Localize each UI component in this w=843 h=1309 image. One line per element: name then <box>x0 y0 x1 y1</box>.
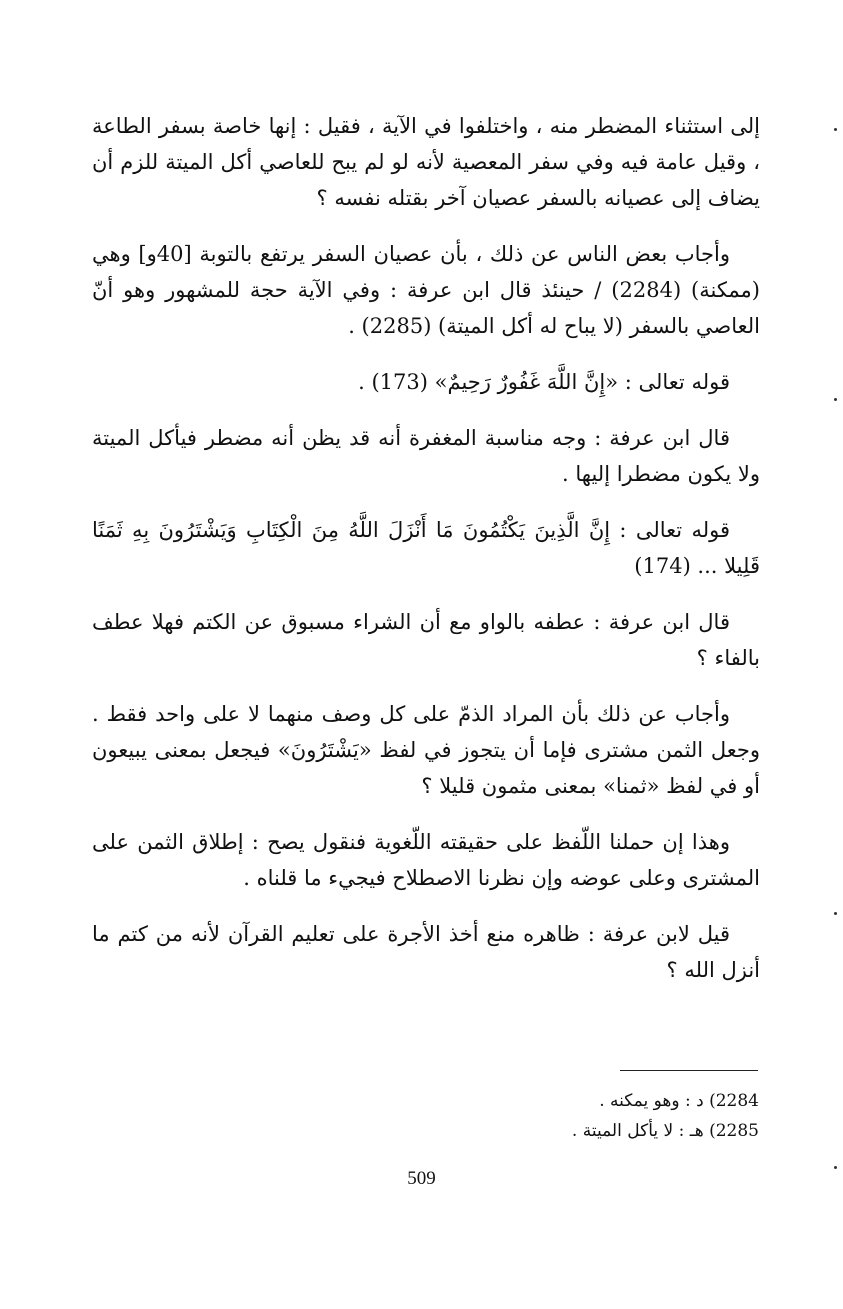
paragraph-6: قال ابن عرفة : عطفه بالواو مع أن الشراء مسبوق عن الكتم فهلا عطف بالفاء ؟ <box>92 610 760 670</box>
footnote-divider <box>620 1070 758 1071</box>
main-text <box>92 108 760 1008</box>
page-number: 509 <box>407 1168 436 1189</box>
footnote-2284: 2284) د : وهو يمكنه . <box>599 1091 759 1111</box>
verse-173: قوله تعالى : «إِنَّ اللَّهَ غَفُورٌ رَحِيمٌ» (173) . <box>358 370 730 394</box>
paragraph-9: قيل لابن عرفة : ظاهره منع أخذ الأجرة على تعليم القرآن لأنه من كتم ما أنزل الله ؟ <box>92 922 760 982</box>
paragraph-1: إلى استثناء المضطر منه ، واختلفوا في الآية ، فقيل : إنها خاصة بسفر الطاعة ، وقيل عامة فيه وفي سفر المعصية لأنه لو لم يبح للعاصي أكل الميتة للزم أن يضاف إلى عصيانه بالسفر عصيان آخر بقتله نفسه ؟ <box>92 114 760 210</box>
paragraph-2: وأجاب بعض الناس عن ذلك ، بأن عصيان السفر يرتفع بالتوبة [40و] وهي (ممكنة) (2284) / حينئذ قال ابن عرفة : وفي الآية حجة للمشهور وهو أنّ العاصي بالسفر (لا يباح له أكل الميتة) (2285) . <box>92 242 760 338</box>
margin-mark <box>834 398 837 401</box>
footnotes <box>572 1086 759 1146</box>
paragraph-4: قال ابن عرفة : وجه مناسبة المغفرة أنه قد يظن أنه مضطر فيأكل الميتة ولا يكون مضطرا إليها . <box>92 426 760 486</box>
paragraph-7: وأجاب عن ذلك بأن المراد الذمّ على كل وصف منهما لا على واحد فقط . وجعل الثمن مشترى فإما أن يتجوز في لفظ «يَشْتَرُونَ» فيجعل بمعنى يبيعون أو في لفظ «ثمنا» بمعنى مثمون قليلا ؟ <box>92 702 760 798</box>
footnote-2285: 2285) هـ : لا يأكل الميتة . <box>571 1121 759 1141</box>
paragraph-8: وهذا إن حملنا اللّفظ على حقيقته اللّغوية فنقول يصح : إطلاق الثمن على المشترى وعلى عوضه وإن نظرنا الاصطلاح فيجيء ما قلناه . <box>92 830 760 890</box>
margin-mark <box>834 1166 837 1169</box>
verse-174: قوله تعالى : إِنَّ الَّذِينَ يَكْتُمُونَ مَا أَنْزَلَ اللَّهُ مِنَ الْكِتَابِ وَيَشْتَرُونَ بِهِ ثَمَنًا قَلِيلا ... (174) <box>92 518 760 578</box>
margin-mark <box>834 128 837 131</box>
margin-mark <box>834 912 837 915</box>
